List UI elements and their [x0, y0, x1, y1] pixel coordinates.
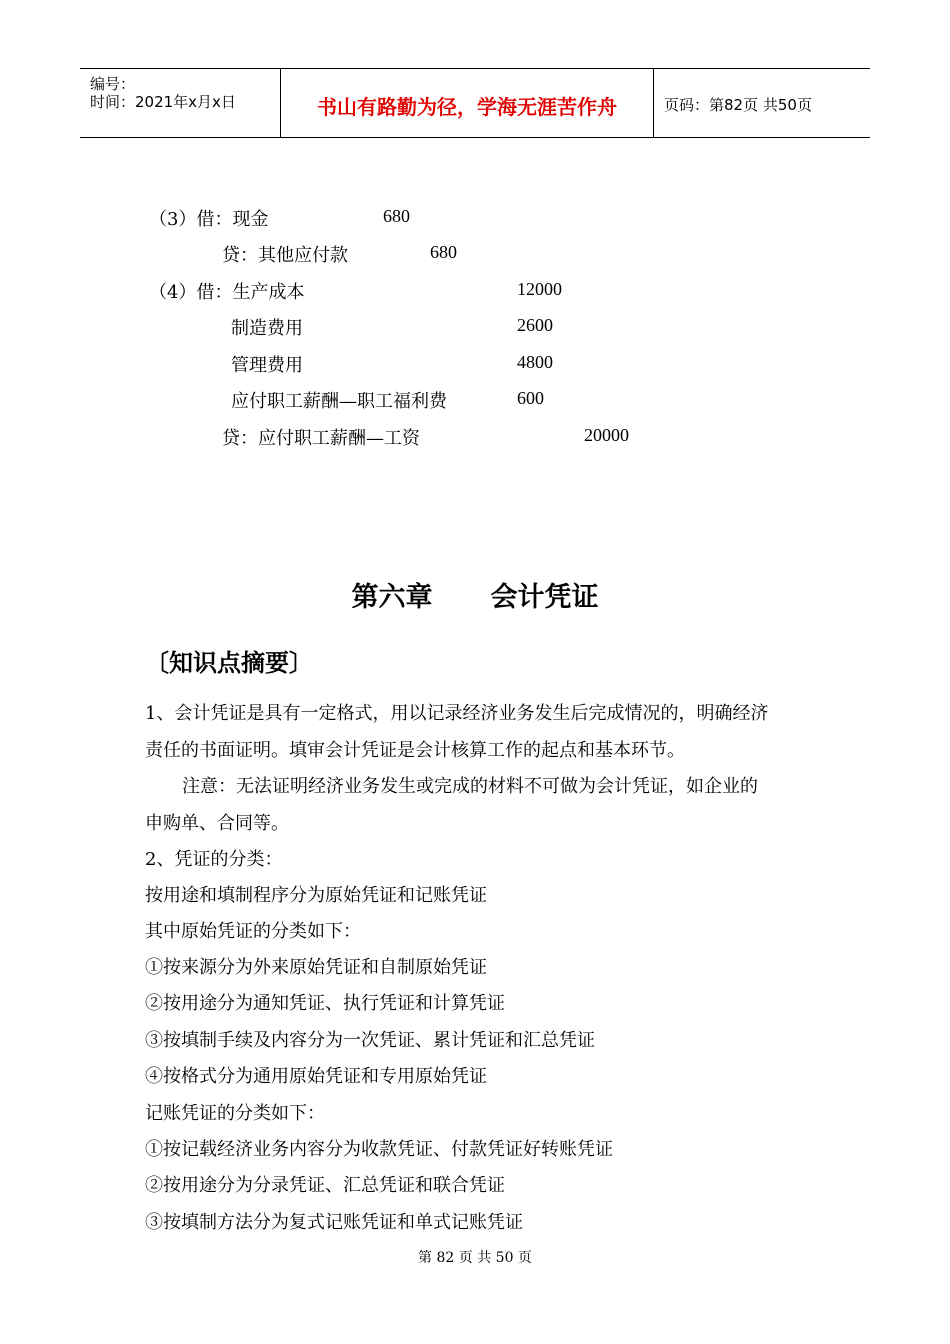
entry4-line2-amount: 2600: [517, 315, 553, 335]
list-item: ③按填制方法分为复式记账凭证和单式记账凭证: [145, 1212, 523, 1233]
entry4-line4-label: 应付职工薪酬—职工福利费: [231, 391, 447, 412]
paragraph-line: 注意：无法证明经济业务发生或完成的材料不可做为会计凭证，如企业的: [182, 776, 758, 797]
header-meta-cell: [80, 69, 281, 137]
entry3-debit-label: （3）借：现金: [149, 209, 269, 230]
document-number-label: 编号：: [90, 75, 136, 93]
chapter-heading: [0, 575, 950, 614]
header-page-cell: [654, 69, 870, 137]
entry4-line3-label: 管理费用: [231, 355, 303, 376]
list-item: ④按格式分为通用原始凭证和专用原始凭证: [145, 1066, 487, 1087]
paragraph-line: 责任的书面证明。填审会计凭证是会计核算工作的起点和基本环节。: [145, 740, 685, 761]
paragraph-line: 1、会计凭证是具有一定格式，用以记录经济业务发生后完成情况的，明确经济: [145, 703, 769, 724]
section-title: 〔知识点摘要〕: [145, 649, 313, 677]
page-footer: 第 82 页 共 50 页: [418, 1250, 532, 1266]
page-header: [80, 68, 870, 138]
entry3-credit-label: 贷：其他应付款: [222, 245, 348, 266]
entry4-debit-amount: 12000: [517, 279, 562, 299]
entry4-credit-amount: 20000: [584, 425, 629, 445]
document-time-label: 时间：2021年x月x日: [90, 93, 236, 111]
entry4-debit-label: （4）借：生产成本: [149, 282, 305, 303]
entry3-debit-amount: 680: [383, 206, 410, 226]
entry4-line4-amount: 600: [517, 388, 544, 408]
entry3-credit-amount: 680: [430, 242, 457, 262]
list-item: ①按来源分为外来原始凭证和自制原始凭证: [145, 957, 487, 978]
page-code: 页码：第82页 共50页: [664, 96, 812, 114]
chapter-number: 第六章: [351, 582, 433, 613]
paragraph-line: 申购单、合同等。: [145, 813, 289, 834]
motto-text: 书山有路勤为径，学海无涯苦作舟: [317, 95, 617, 119]
paragraph-line: 其中原始凭证的分类如下：: [145, 921, 361, 942]
list-item: ③按填制手续及内容分为一次凭证、累计凭证和汇总凭证: [145, 1030, 595, 1051]
list-item: ②按用途分为通知凭证、执行凭证和计算凭证: [145, 993, 505, 1014]
entry4-line2-label: 制造费用: [231, 318, 303, 339]
entry4-credit-label: 贷：应付职工薪酬—工资: [222, 428, 420, 449]
header-motto-cell: [281, 69, 654, 137]
paragraph-line: 记账凭证的分类如下：: [145, 1103, 325, 1124]
paragraph-line: 2、凭证的分类：: [145, 849, 283, 870]
list-item: ②按用途分为分录凭证、汇总凭证和联合凭证: [145, 1175, 505, 1196]
chapter-title: 会计凭证: [490, 582, 599, 613]
list-item: ①按记载经济业务内容分为收款凭证、付款凭证好转账凭证: [145, 1139, 613, 1160]
entry4-line3-amount: 4800: [517, 352, 553, 372]
paragraph-line: 按用途和填制程序分为原始凭证和记账凭证: [145, 885, 487, 906]
